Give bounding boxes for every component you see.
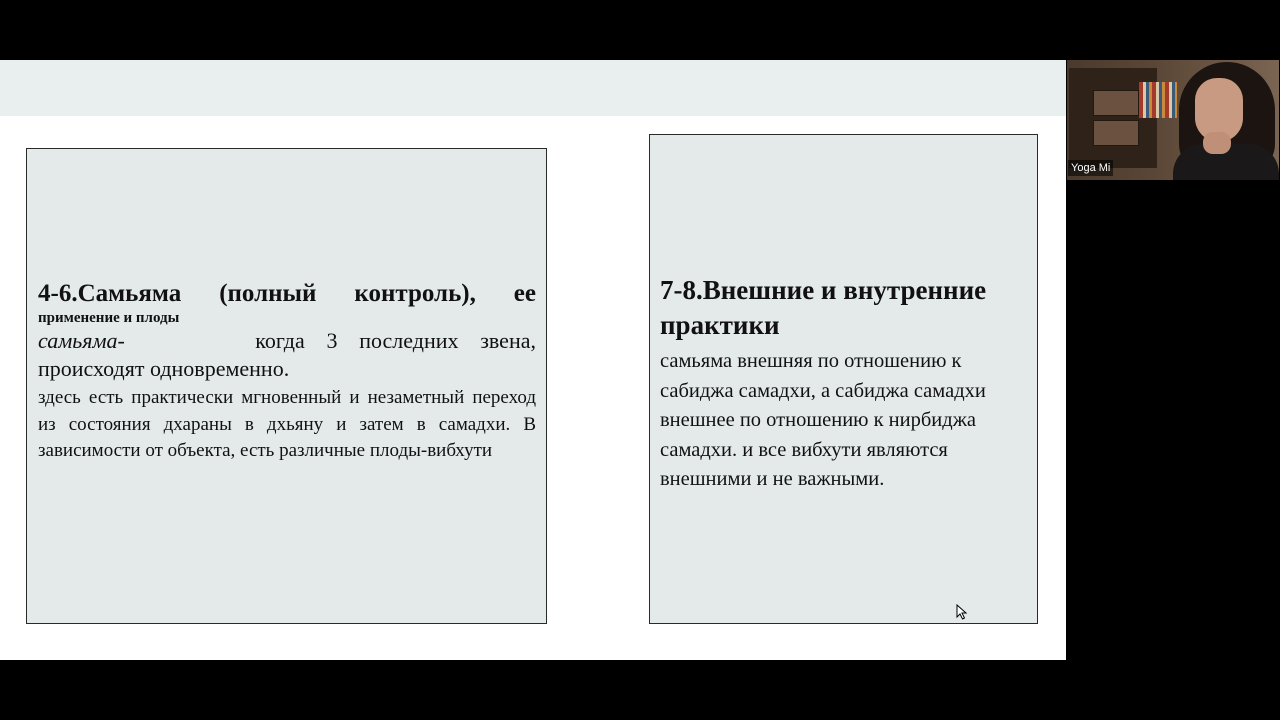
slide-header-band: [0, 60, 1066, 116]
participant-video-tile[interactable]: [1067, 60, 1279, 180]
definition-text: когда 3 последних звена,: [255, 328, 536, 353]
video-books: [1139, 82, 1177, 118]
left-box-subheading: применение и плоды: [38, 310, 180, 326]
right-box-heading: 7-8.Внешние и внутренние практики: [660, 275, 987, 340]
video-drawer: [1093, 120, 1139, 146]
left-box-heading: 4-6.Самьяма (полный контроль), ее: [38, 280, 536, 307]
left-box-content: [38, 279, 536, 465]
left-box-body: здесь есть практически мгновенный и незаметный переход из состояния дхараны в дхьяну и затем в самадхи. В зависимости от объекта, есть различные плоды-вибхути: [38, 387, 536, 461]
right-text-box: [649, 134, 1038, 624]
definition-term: самьяма-: [38, 328, 125, 353]
video-participant-hand: [1203, 132, 1231, 154]
video-drawer: [1093, 90, 1139, 116]
mouse-pointer-icon: [956, 604, 968, 620]
definition-second-row: происходят одновременно.: [38, 356, 290, 381]
samyama-definition: [38, 327, 536, 383]
participant-name-label: Yoga Mi: [1068, 160, 1113, 176]
right-box-body: самьяма внешняя по отношению к сабиджа самадхи, а сабиджа самадхи внешнее по отношению к нирбиджа самадхи. и все вибхути являются внешними и не важными.: [660, 350, 986, 490]
definition-first-row: [38, 327, 536, 355]
right-box-content: [660, 273, 1030, 495]
left-text-box: [26, 148, 547, 624]
presentation-slide: [0, 60, 1066, 660]
